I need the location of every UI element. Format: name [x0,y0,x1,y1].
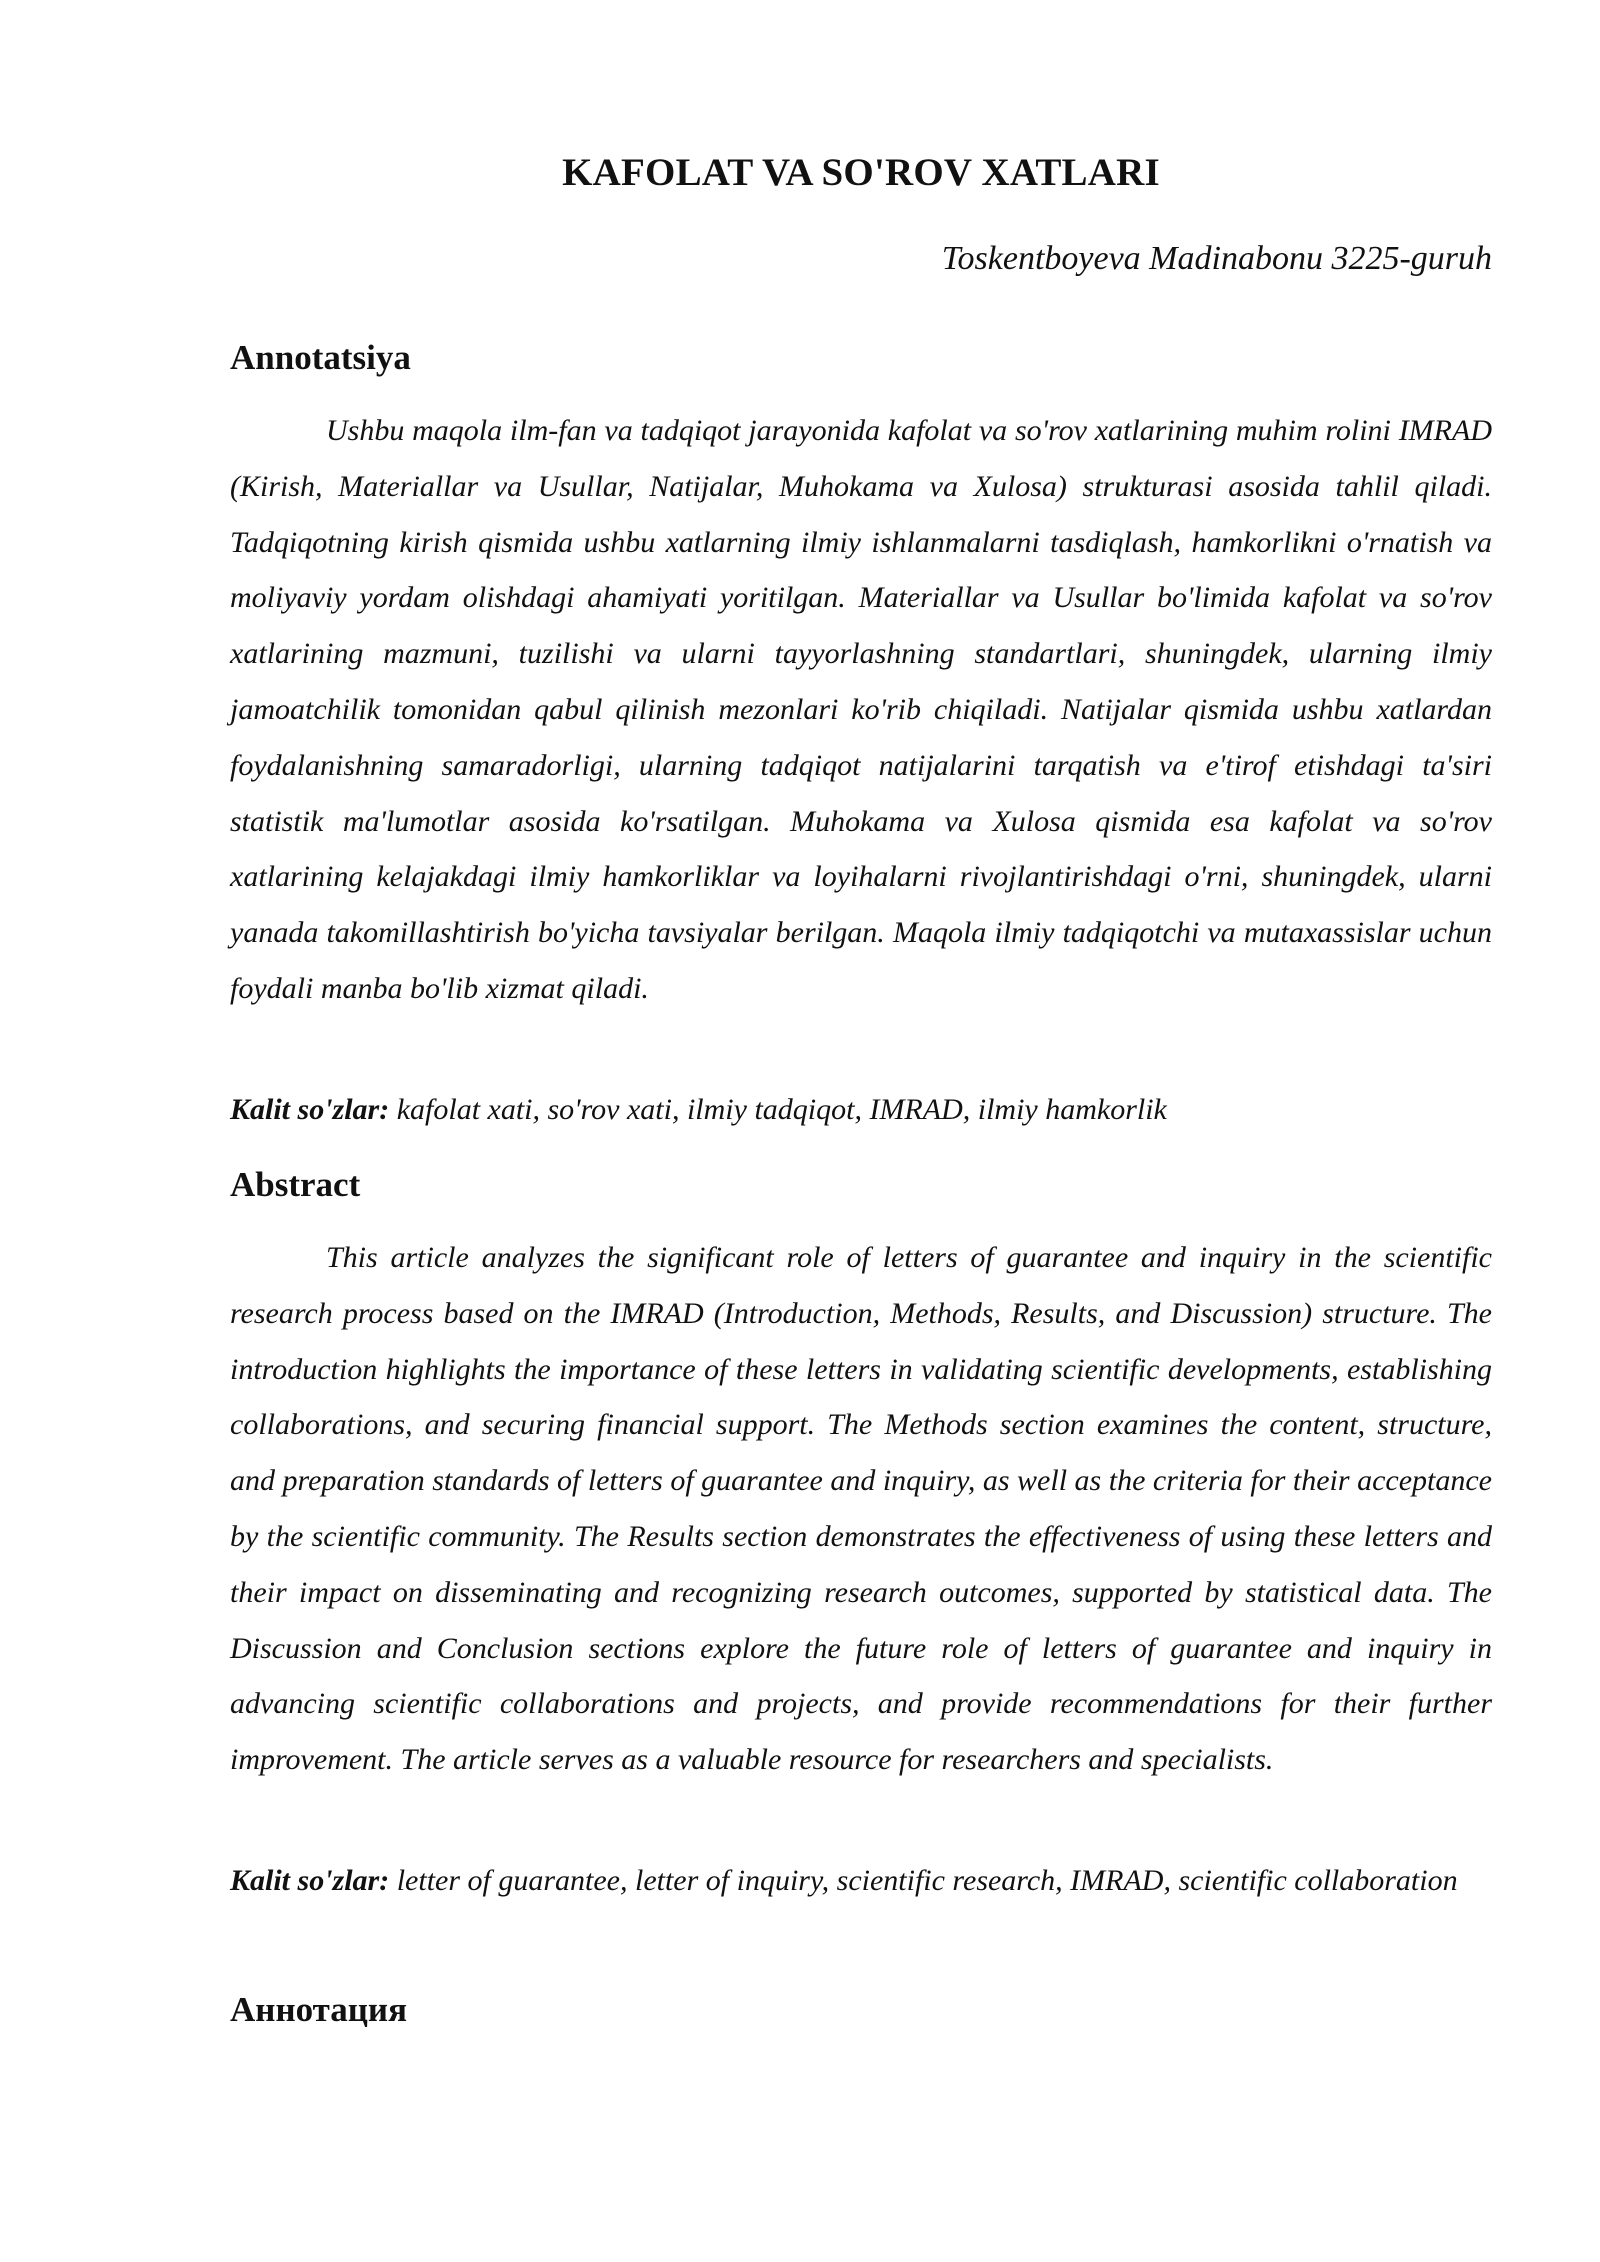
keywords-text: kafolat xati, so'rov xati, ilmiy tadqiqot, IMRAD, ilmiy hamkorlik [389,1093,1167,1126]
annotation-ru-heading: Аннотация [230,1990,408,2029]
author-line: Toskentboyeva Madinabonu 3225-guruh [941,240,1492,277]
document-title: KAFOLAT VA SO'ROV XATLARI [562,151,1160,194]
annotation-uz-heading: Annotatsiya [230,338,411,377]
abstract-en-keywords [230,1853,1492,1909]
keywords-text: letter of guarantee, letter of inquiry, scientific research, IMRAD, scientific collaboration [389,1864,1458,1897]
keywords-label: Kalit so'zlar: [230,1093,390,1126]
abstract-en-body: This article analyzes the significant role of letters of guarantee and inquiry in the scientific research process based on the IMRAD (Introduction, Methods, Results, and Discussion) structure. The introduction highlights the importance of these letters in validating scientific developments, establishing collaborations, and securing financial support. The Methods section examines the content, structure, and preparation standards of letters of guarantee and inquiry, as well as the criteria for their acceptance by the scientific community. The Results section demonstrates the effectiveness of using these letters and their impact on disseminating and recognizing research outcomes, supported by statistical data. The Discussion and Conclusion sections explore the future role of letters of guarantee and inquiry in advancing scientific collaborations and projects, and provide recommendations for their further improvement. The article serves as a valuable resource for researchers and specialists. [230,1241,1492,1777]
annotation-uz-body: Ushbu maqola ilm-fan va tadqiqot jarayonida kafolat va so'rov xatlarining muhim rolini IMRAD (Kirish, Materiallar va Usullar, Natijalar, Muhokama va Xulosa) strukturasi asosida tahlil qiladi. Tadqiqotning kirish qismida ushbu xatlarning ilmiy ishlanmalarni tasdiqlash, hamkorlikni o'rnatish va moliyaviy yordam olishdagi ahamiyati yoritilgan. Materiallar va Usullar bo'limida kafolat va so'rov xatlarining mazmuni, tuzilishi va ularni tayyorlashning standartlari, shuningdek, ularning ilmiy jamoatchilik tomonidan qabul qilinish mezonlari ko'rib chiqiladi. Natijalar qismida ushbu xatlardan foydalanishning samaradorligi, ularning tadqiqot natijalarini tarqatish va e'tirof etishdagi ta'siri statistik ma'lumotlar asosida ko'rsatilgan. Muhokama va Xulosa qismida esa kafolat va so'rov xatlarining kelajakdagi ilmiy hamkorliklar va loyihalarni rivojlantirishdagi o'rni, shuningdek, ularni yanada takomillashtirish bo'yicha tavsiyalar berilgan. Maqola ilmiy tadqiqotchi va mutaxassislar uchun foydali manba bo'lib xizmat qiladi. [230,414,1492,1005]
keywords-label: Kalit so'zlar: [230,1864,390,1897]
annotation-uz-keywords [230,1082,1492,1138]
abstract-en-heading: Abstract [230,1165,361,1204]
